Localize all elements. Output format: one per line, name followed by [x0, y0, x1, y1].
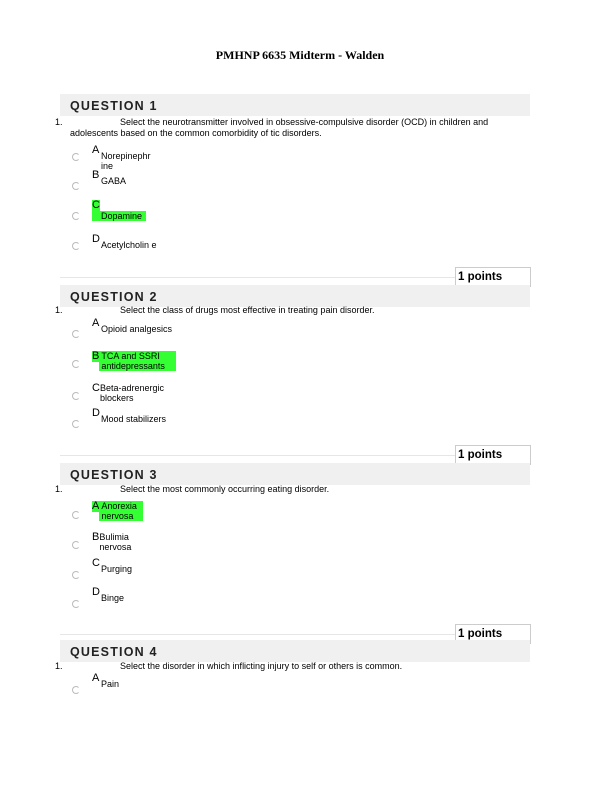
q1-option-d[interactable]: D Acetylcholin e: [92, 233, 157, 250]
q1-option-a-radio[interactable]: [72, 153, 80, 161]
question-1-points: 1 points: [455, 267, 531, 287]
question-3-number: 1.: [55, 484, 63, 494]
q1-option-c-radio[interactable]: [72, 212, 80, 220]
q4-option-a[interactable]: A Pain: [92, 672, 120, 689]
q3-option-d-radio[interactable]: [72, 600, 80, 608]
question-4-header: QUESTION 4: [60, 640, 530, 662]
q3-option-b[interactable]: B Bulimia nervosa: [92, 531, 132, 552]
q3-option-c[interactable]: C Purging: [92, 557, 133, 574]
question-1-text: Select the neurotransmitter involved in obsessive-compulsive disorder (OCD) in children and adolescents based on the common comorbidity of tic disorders.: [70, 117, 489, 138]
q3-option-c-radio[interactable]: [72, 571, 80, 579]
points-divider: [60, 634, 456, 635]
question-3-text: Select the most commonly occurring eating disorder.: [120, 484, 330, 494]
q3-option-d[interactable]: D Binge: [92, 586, 125, 603]
question-1-header: QUESTION 1: [60, 94, 530, 116]
q2-option-b[interactable]: B TCA and SSRI antidepressants: [92, 351, 176, 371]
q3-option-a[interactable]: A Anorexia nervosa: [92, 501, 143, 521]
question-1-number: 1.: [55, 117, 63, 127]
points-divider: [60, 455, 456, 456]
question-3-header: QUESTION 3: [60, 463, 530, 485]
q2-option-b-radio[interactable]: [72, 360, 80, 368]
q2-option-d-radio[interactable]: [72, 420, 80, 428]
q3-option-b-radio[interactable]: [72, 541, 80, 549]
q1-option-b[interactable]: B GABA: [92, 169, 127, 186]
q1-option-d-radio[interactable]: [72, 242, 80, 250]
q2-option-d[interactable]: D Mood stabilizers: [92, 407, 167, 424]
q2-option-c[interactable]: C Beta-adrenergic blockers: [92, 382, 164, 403]
question-3-points: 1 points: [455, 624, 531, 644]
q1-option-c[interactable]: C Dopamine: [92, 200, 146, 221]
question-2-header: QUESTION 2: [60, 285, 530, 307]
question-2-number: 1.: [55, 305, 63, 315]
question-4-text: Select the disorder in which inflicting injury to self or others is common.: [120, 661, 403, 671]
q4-option-a-radio[interactable]: [72, 686, 80, 694]
q2-option-c-radio[interactable]: [72, 392, 80, 400]
document-title: PMHNP 6635 Midterm - Walden: [215, 48, 385, 62]
points-divider: [60, 277, 456, 278]
question-2-text: Select the class of drugs most effective in treating pain disorder.: [120, 305, 375, 315]
q1-option-b-radio[interactable]: [72, 182, 80, 190]
question-4-number: 1.: [55, 661, 63, 671]
q2-option-a-radio[interactable]: [72, 330, 80, 338]
q2-option-a[interactable]: A Opioid analgesics: [92, 317, 173, 334]
q1-option-a[interactable]: A Norepinephr ine: [92, 144, 151, 171]
q3-option-a-radio[interactable]: [72, 511, 80, 519]
question-2-points: 1 points: [455, 445, 531, 465]
